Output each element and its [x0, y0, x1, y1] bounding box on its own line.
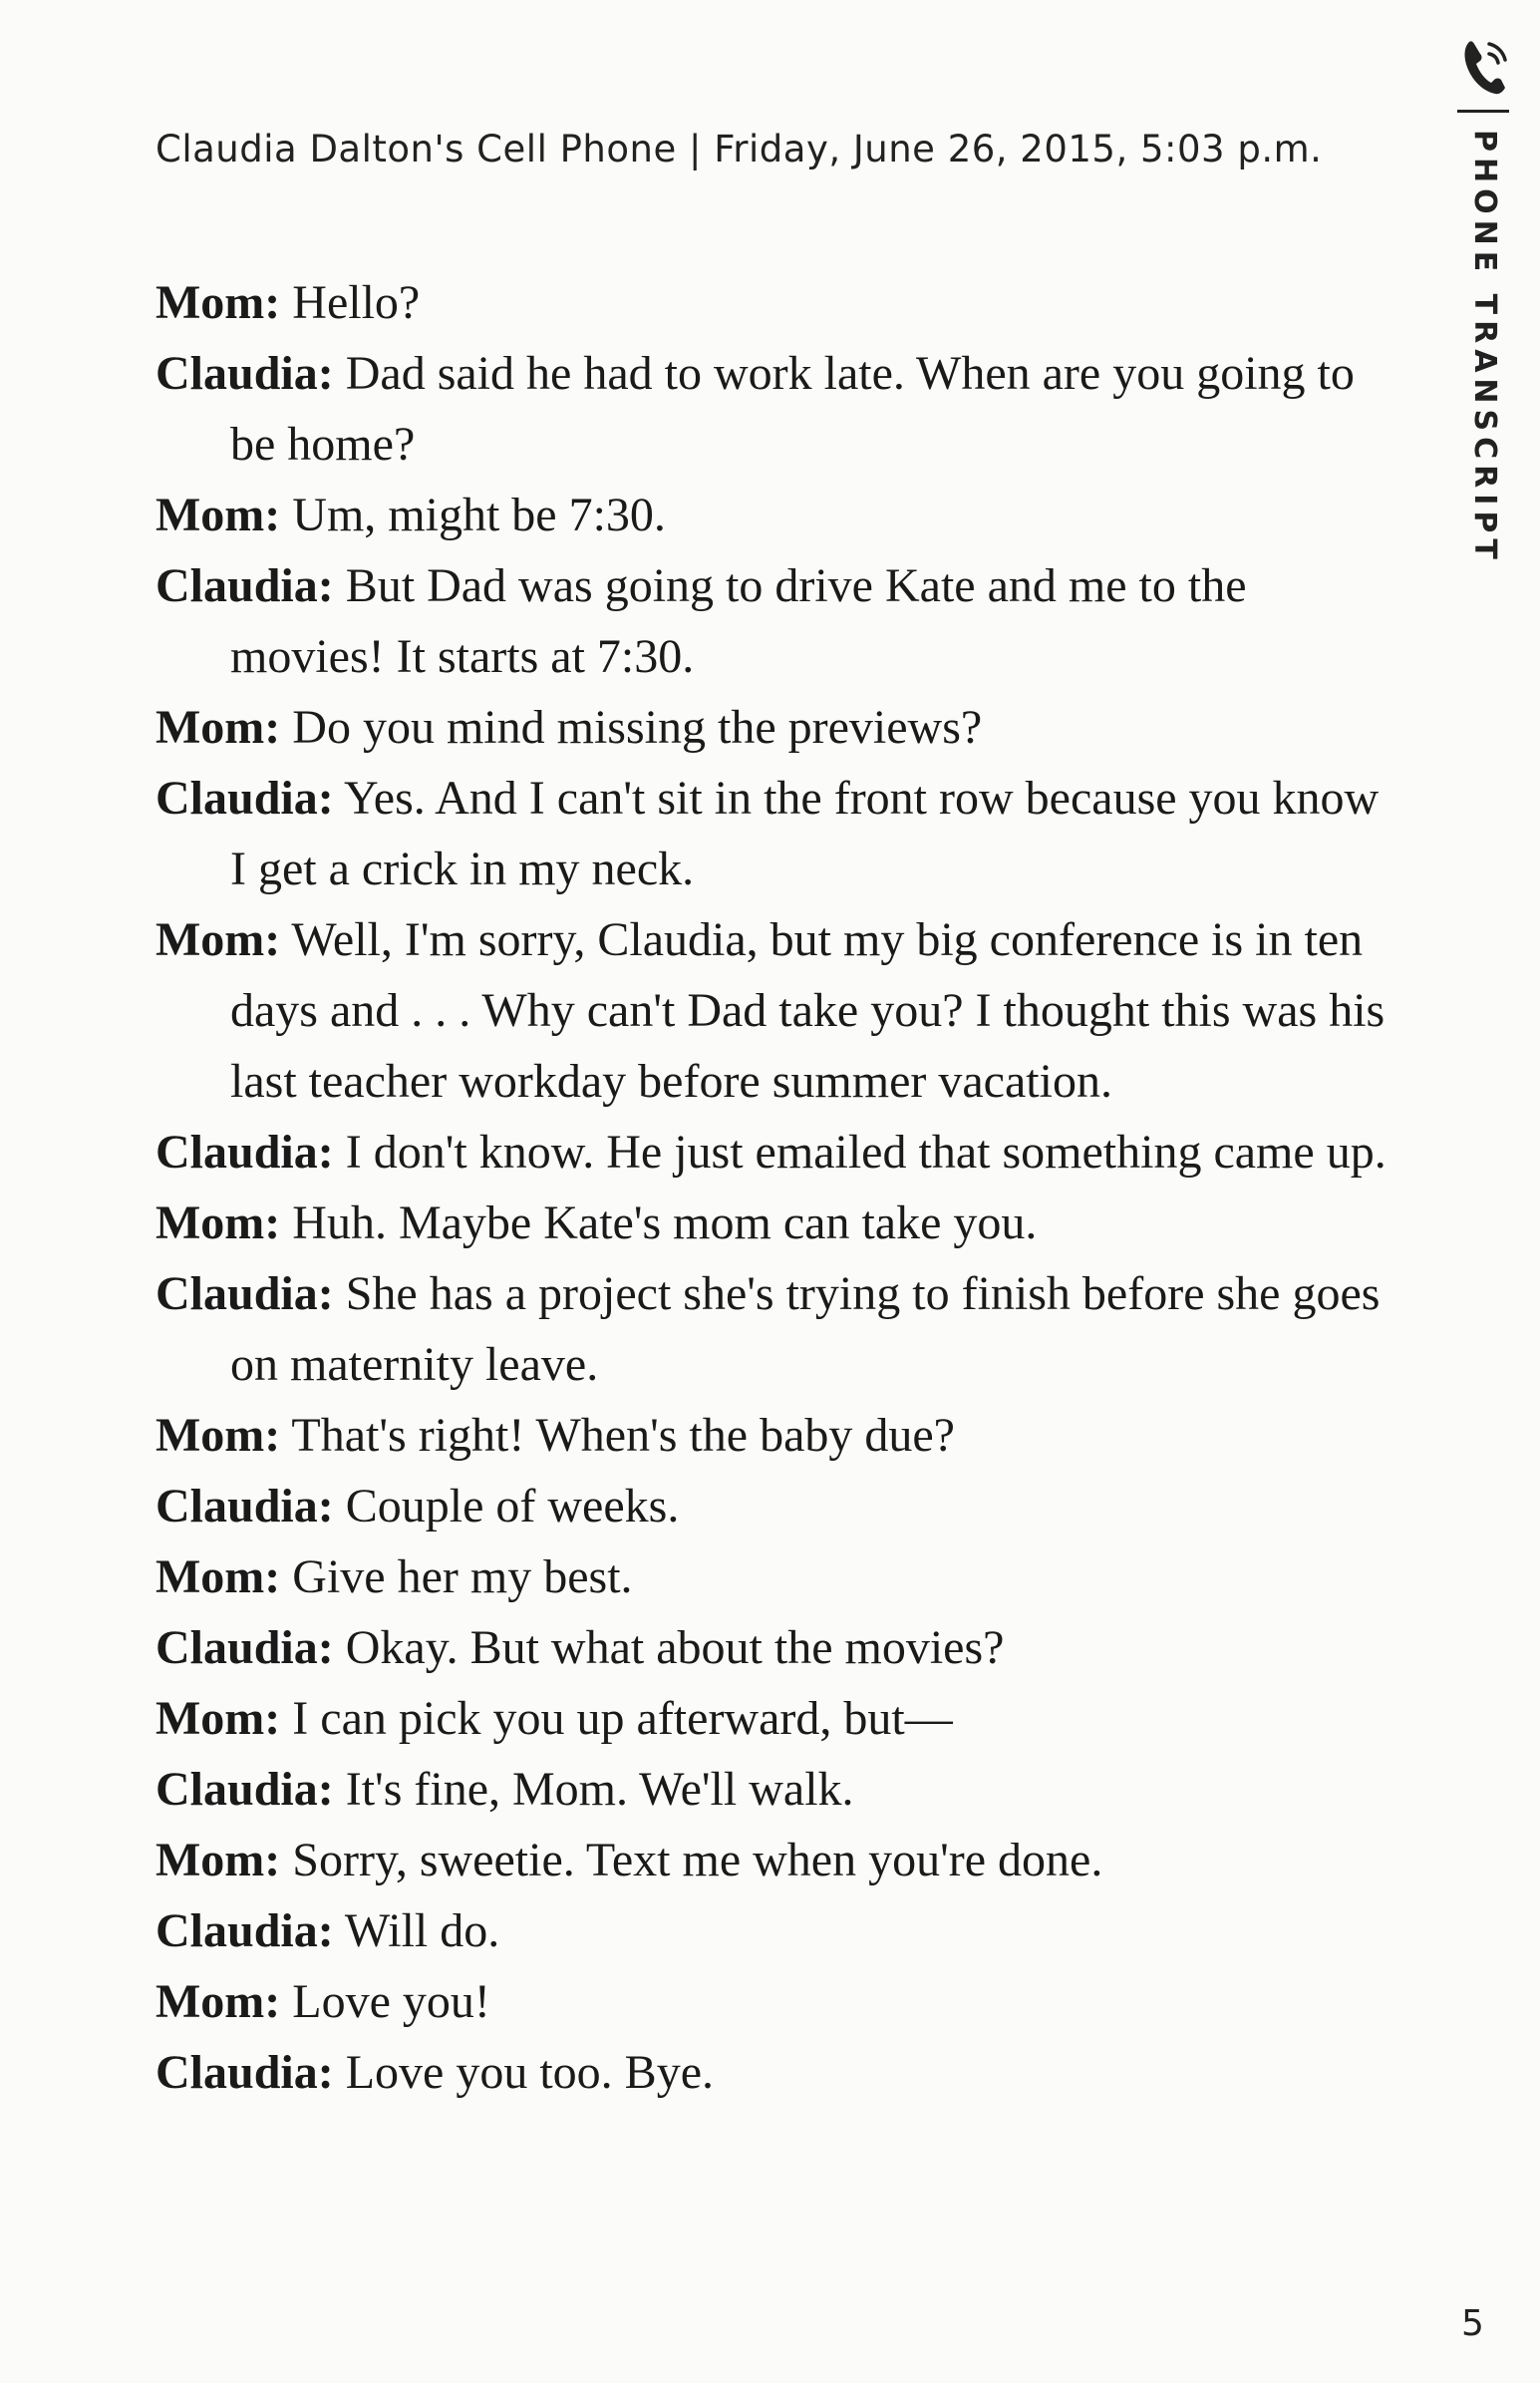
- transcript-line: [155, 763, 1391, 904]
- speaker-name: Mom:: [155, 1975, 281, 2028]
- speaker-name: Mom:: [155, 1550, 281, 1603]
- transcript-header: Claudia Dalton's Cell Phone | Friday, June 26, 2015, 5:03 p.m.: [155, 128, 1323, 170]
- line-text: I don't know. He just emailed that something came up.: [345, 1126, 1386, 1179]
- line-text: Okay. But what about the movies?: [345, 1621, 1005, 1674]
- line-text: Love you!: [292, 1975, 490, 2028]
- transcript-line: [155, 338, 1391, 480]
- speaker-name: Mom:: [155, 1196, 281, 1249]
- line-text: I can pick you up afterward, but—: [292, 1692, 953, 1745]
- page-number: 5: [1461, 2303, 1484, 2344]
- transcript-line: [155, 1541, 1391, 1612]
- transcript-line: [155, 480, 1391, 550]
- line-text: Um, might be 7:30.: [292, 489, 666, 541]
- line-text: It's fine, Mom. We'll walk.: [345, 1763, 854, 1816]
- speaker-name: Mom:: [155, 276, 281, 329]
- transcript-line: [155, 1471, 1391, 1541]
- speaker-name: Mom:: [155, 1834, 281, 1886]
- section-label: PHONE TRANSCRIPT: [1467, 130, 1502, 565]
- speaker-name: Claudia:: [155, 1904, 334, 1957]
- transcript-line: [155, 904, 1391, 1117]
- speaker-name: Mom:: [155, 913, 281, 966]
- line-text: Yes. And I can't sit in the front row because you know I get a crick in my neck.: [230, 772, 1380, 895]
- transcript-line: [155, 1825, 1391, 1895]
- line-text: Will do.: [344, 1904, 500, 1957]
- transcript-line: [155, 692, 1391, 763]
- transcript-body: [155, 267, 1391, 2108]
- speaker-name: Claudia:: [155, 559, 334, 612]
- speaker-name: Claudia:: [155, 772, 334, 825]
- line-text: Sorry, sweetie. Text me when you're done.: [292, 1834, 1103, 1886]
- speaker-name: Claudia:: [155, 1267, 334, 1320]
- speaker-name: Mom:: [155, 1409, 281, 1462]
- line-text: But Dad was going to drive Kate and me to the movies! It starts at 7:30.: [230, 559, 1247, 683]
- phone-icon: [1455, 30, 1515, 100]
- transcript-line: [155, 1683, 1391, 1754]
- sidebar-divider: [1457, 110, 1509, 113]
- transcript-line: [155, 1754, 1391, 1825]
- line-text: Do you mind missing the previews?: [292, 701, 983, 754]
- line-text: Give her my best.: [292, 1550, 633, 1603]
- speaker-name: Claudia:: [155, 347, 334, 400]
- transcript-line: [155, 1258, 1391, 1400]
- speaker-name: Claudia:: [155, 2046, 334, 2099]
- line-text: Huh. Maybe Kate's mom can take you.: [292, 1196, 1038, 1249]
- transcript-line: [155, 1188, 1391, 1258]
- line-text: She has a project she's trying to finish before she goes on maternity leave.: [230, 1267, 1381, 1391]
- speaker-name: Claudia:: [155, 1480, 334, 1532]
- speaker-name: Claudia:: [155, 1126, 334, 1179]
- transcript-line: [155, 1612, 1391, 1683]
- speaker-name: Mom:: [155, 1692, 281, 1745]
- transcript-line: [155, 1400, 1391, 1471]
- transcript-line: [155, 1117, 1391, 1188]
- speaker-name: Claudia:: [155, 1621, 334, 1674]
- line-text: That's right! When's the baby due?: [291, 1409, 955, 1462]
- line-text: Well, I'm sorry, Claudia, but my big conference is in ten days and . . . Why can't Dad take you? I thought this was his last teacher workday before summer vacation.: [230, 913, 1386, 1108]
- transcript-line: [155, 267, 1391, 338]
- line-text: Dad said he had to work late. When are you going to be home?: [230, 347, 1355, 471]
- transcript-line: [155, 550, 1391, 692]
- line-text: Couple of weeks.: [345, 1480, 680, 1532]
- transcript-line: [155, 1895, 1391, 1966]
- speaker-name: Claudia:: [155, 1763, 334, 1816]
- section-sidebar: [1427, 30, 1537, 565]
- speaker-name: Mom:: [155, 701, 281, 754]
- transcript-line: [155, 1966, 1391, 2037]
- line-text: Hello?: [292, 276, 421, 329]
- speaker-name: Mom:: [155, 489, 281, 541]
- line-text: Love you too. Bye.: [345, 2046, 714, 2099]
- transcript-line: [155, 2037, 1391, 2108]
